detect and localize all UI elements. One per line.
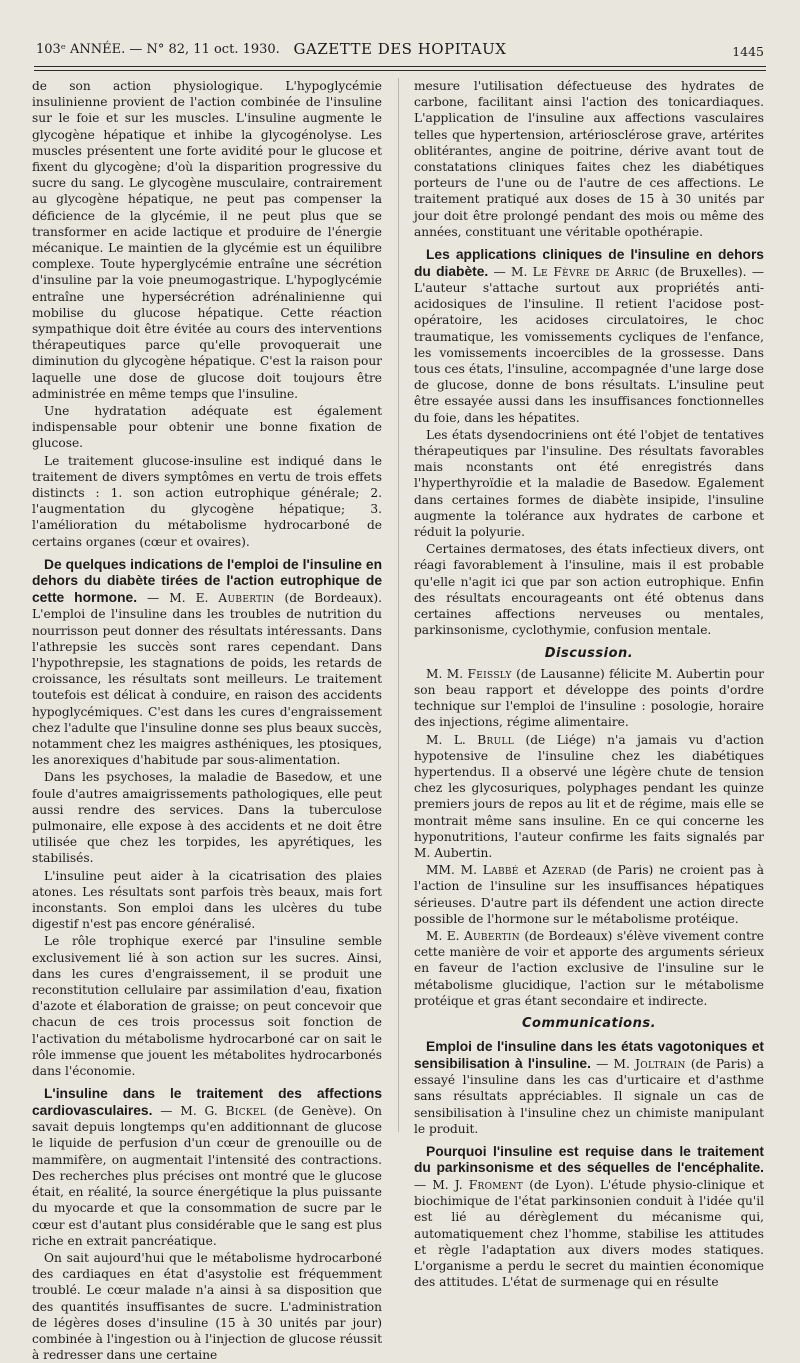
author-name: Feissly [467, 666, 512, 681]
section-aubertin [32, 557, 382, 769]
paragraph: Certaines dermatoses, des états infectieux divers, ont réagi favorablement à l'insuline, mais il est probable qu'elle n'agit ici que par son action eutrophique. Enfin des résultats encourageants ont été obtenus dans certaines affections nerveuses ou mentales, parkinsonisme, cyclothymie, confusion mentale. [414, 542, 764, 638]
section-le-fevre [414, 247, 764, 426]
section-title: De quelques indications de l'emploi de l'insuline en dehors du diabète tirées de l'action eutrophique de cette hormone. [32, 556, 382, 605]
author-name: Labbé [482, 863, 519, 878]
paragraph: Les états dysendocriniens ont été l'objet de tentatives thérapeutiques par l'insuline. Des résultats favorables mais nconstants ont été enregistrés dans l'hyperthyroïdie et la maladie de Basedow. Egalement dans certaines formes de diabète insipide, l'insuline augmente la tolérance aux hydrates de carbone et réduit la polyurie. [414, 427, 764, 540]
discussion-text: (de Liége) n'a jamais vu d'action hypotensive de l'insuline chez les diabétiques hypertendus. Il a observé une légère chute de tension chez les glycosuriques, polyphages pendant les quinze premiers jours de repos au lit et de régime, mais elle se montrait même sans insuline. En ce qui concerne les hyponutritions, l'auteur confirme les faits signalés par M. Aubertin. [414, 732, 764, 860]
author-name: Aubertin [218, 590, 275, 605]
discussion-text: (de Bordeaux) s'élève vivement contre cette manière de voir et apporte des arguments sérieux en faveur de l'action exclusive de l'insuline sur le métabolisme glucidique, l'action sur le métabolisme protéique et gras étant secondaire et indirecte. [414, 928, 765, 1008]
communications-heading: Communications. [521, 1015, 657, 1031]
issue-info: 103ᵉ ANNÉE. — N° 82, 11 oct. 1930. [36, 42, 280, 57]
header-rule [34, 66, 766, 67]
journal-title: GAZETTE DES HOPITAUX [293, 40, 507, 58]
author-prefix: — M. J. [414, 1177, 469, 1192]
paragraph: Le traitement glucose-insuline est indiqué dans le traitement de divers symptômes en vertu de trois effets distincts : 1. son action eutrophique générale; 2. l'augmentation du glycogène hépatique; 3. l'amélioration du métabolisme hydrocarboné de certains organes (cœur et ovaires). [32, 453, 382, 549]
communication-joltrain [414, 1039, 764, 1137]
section-text: (de Bruxelles). — L'auteur s'attache surtout aux propriétés anti-acidosiques de l'insuline. Il retient l'acidose post-opératoire, les acidoses circulatoires, le choc traumatique, les vomissements cycliques de l'enfance, les vomissements incoercibles de la grossesse. Dans tous ces états, l'insuline, accompagnée d'une large dose de glucose, donne de bons résultats. L'insuline peut être essayée aussi dans les insuffisances fonctionnelles du foie, dans les hépatites. [414, 264, 765, 425]
section-title: Les applications cliniques de l'insuline en dehors du diabète. [414, 247, 764, 279]
author-prefix: M. L. [426, 732, 478, 747]
right-column [414, 78, 765, 1290]
section-text: (de Lyon). L'étude physio-clinique et biochimique de l'état parkinsonien conduit à l'idée qu'il est lié au dérèglement du mécanisme qui, automatiquement chez l'homme, stabilise les attitudes et règle l'adaptation aux divers modes statiques. L'organisme a perdu le secret du maintien économique des attitudes. L'état de surmenage qui en résulte [414, 1177, 764, 1290]
section-title: Pourquoi l'insuline est requise dans le traitement du parkinsonisme et des séquelles de l'encéphalite. [414, 1143, 764, 1176]
discussion-aubertin [414, 928, 764, 1009]
author-prefix: M. M. [426, 666, 468, 681]
author-name: Le Fèvre de Arric [532, 264, 650, 279]
paragraph: L'insuline peut aider à la cicatrisation des plaies atones. Les résultats sont parfois très beaux, mais fort inconstants. Son emploi dans les ulcères du tube digestif n'est pas encore généralisé. [32, 868, 382, 932]
header-rule-double [34, 70, 766, 71]
paragraph: mesure l'utilisation défectueuse des hydrates de carbone, facilitant ainsi l'action des tonicardiaques. L'application de l'insuline aux affections vasculaires telles que hypertension, artériosclérose grave, artérites oblitérantes, angine de poitrine, dérive avant tout de constatations cliniques faites chez les diabétiques porteurs de l'une ou de l'autre de ces affections. Le traitement pratiqué aux doses de 15 à 30 unités par jour doit être prolongé pendant des mois ou même des années, constituant une véritable opothérapie. [414, 79, 764, 239]
section-text: (de Paris) a essayé l'insuline dans les cas d'urticaire et d'asthme sans résultats appréciables. Il signale un cas de sensibilisation à l'insuline chez un chimiste manipulant le produit. [414, 1056, 764, 1136]
section-bickel [32, 1086, 382, 1249]
paragraph: Dans les psychoses, la maladie de Basedow, et une foule d'autres amaigrissements pathologiques, elle peut aussi rendre des services. Dans la tuberculose pulmonaire, elle expose à des accidents et ne doit être utilisée que chez les torpides, les apyrétiques, les stabilisés. [32, 770, 382, 866]
paragraph: On sait aujourd'hui que le métabolisme hydrocarboné des cardiaques en état d'asystolie est fréquemment troublé. Le cœur malade n'a ainsi à sa disposition que des quantités insuffisantes de sucre. L'administration de légères doses d'insuline (15 à 30 unités par jour) combinée à l'ingestion ou à l'injection de glucose réussit à redresser dans une certaine [32, 1250, 382, 1363]
author-name: Azerad [542, 863, 587, 878]
discussion-feissly [414, 666, 764, 731]
left-column [32, 78, 382, 1363]
author-joiner: et [518, 863, 543, 878]
author-prefix: — M. E. [137, 590, 219, 605]
author-name: Brull [477, 732, 515, 747]
running-head [36, 38, 764, 60]
paragraph: Le rôle trophique exercé par l'insuline semble exclusivement lié à son action sur les sucres. Ainsi, dans les cures d'engraissement, il se produit une reconstitution cellulaire par assimilation d'eau, fixation d'azote et élaboration de graisse; on peut concevoir que chacun de ces trois processus soit fonction de l'activation du métabolisme hydrocarboné car on sait le rôle immense que jouent les métabolites hydrocarbonés dans l'économie. [32, 934, 382, 1079]
author-name: Bickel [225, 1103, 267, 1118]
author-prefix: — M. [590, 1056, 636, 1071]
discussion-labbe-azerad [414, 862, 764, 927]
communication-froment [414, 1144, 764, 1290]
author-prefix: — M. [488, 264, 533, 279]
section-title: L'insuline dans le traitement des affections cardiovasculaires. [32, 1086, 382, 1118]
paragraph: Une hydratation adéquate est également indispensable pour obtenir une bonne fixation de glucose. [32, 404, 382, 451]
section-text: (de Genève). On savait depuis longtemps qu'en additionnant de glucose le liquide de perfusion d'un cœur de grenouille ou de mammifère, on augmentait l'intensité des contractions. Des recherches plus précises ont montré que le glucose était, en réalité, la source énergétique la plus puissante du myocarde et que la consommation de sucre par le cœur est d'autant plus considérable que le sang est plus riche en extrait pancréatique. [32, 1103, 382, 1248]
author-prefix: M. E. [426, 928, 464, 943]
author-name: Aubertin [463, 928, 520, 943]
author-prefix: — M. G. [152, 1103, 226, 1118]
discussion-brull [414, 732, 764, 862]
page-number: 1445 [732, 44, 764, 59]
author-prefix: MM. M. [426, 863, 483, 878]
section-title: Emploi de l'insuline dans les états vagotoniques et sensibilisation à l'insuline. [414, 1039, 764, 1071]
paragraph: de son action physiologique. L'hypoglycémie insulinienne provient de l'action combinée de l'insuline sur le foie et sur les muscles. L'insuline augmente le glycogène hépatique et inhibe la glycogénolyse. Les muscles présentent une forte avidité pour le glucose et fixent du glycogène; d'où la disparition progressive du sucre du sang. Le glycogène musculaire, contrairement au glycogène hépatique, ne peut pas compenser la déficience de la glycémie, il ne peut plus que se transformer en acide lactique et produire de l'énergie mécanique. Le maintien de la glycémie est un équilibre complexe. Toute hyperglycémie entraîne une sécrétion d'insuline par la voie pneumogastrique. L'hypoglycémie entraîne une hypersécrétion adrénalinienne qui mobilise du glucose hépatique. Cette réaction sympathique doit être évitée au cours des interventions thérapeutiques parce qu'elle provoquerait une diminution du glycogène hépatique. C'est la raison pour laquelle une dose de glucose doit toujours être administrée en même temps que l'insuline. [32, 79, 382, 401]
author-name: Froment [468, 1177, 524, 1192]
section-text: (de Bordeaux). L'emploi de l'insuline dans les troubles de nutrition du nourrisson peut donner des résultats intéressants. Dans l'athrepsie les succès sont rares cependant. Dans l'hypothrepsie, les stagnations de poids, les retards de croissance, les résultats sont meilleurs. Le traitement toutefois est délicat à conduire, en raison des accidents hypoglycémiques. C'est dans les cures d'engraissement chez l'adulte que l'insuline donne ses plus beaux succès, notamment chez les maigres asthéniques, les ptosiques, les anorexiques d'habitude par sous-alimentation. [32, 590, 382, 768]
discussion-heading: Discussion. [544, 645, 634, 661]
author-name: Joltrain [635, 1056, 686, 1071]
discussion-text: (de Paris) ne croient pas à l'action de l'insuline sur les insuffisances hépatiques sérieuses. D'autre part ils défendent une action directe possible de l'hormone sur le métabolisme protéique. [414, 863, 764, 926]
discussion-text: (de Lausanne) félicite M. Aubertin pour son beau rapport et développe des points d'ordre technique sur l'emploi de l'insuline : posologie, horaire des injections, régime alimentaire. [414, 666, 764, 730]
column-divider [398, 78, 399, 1132]
